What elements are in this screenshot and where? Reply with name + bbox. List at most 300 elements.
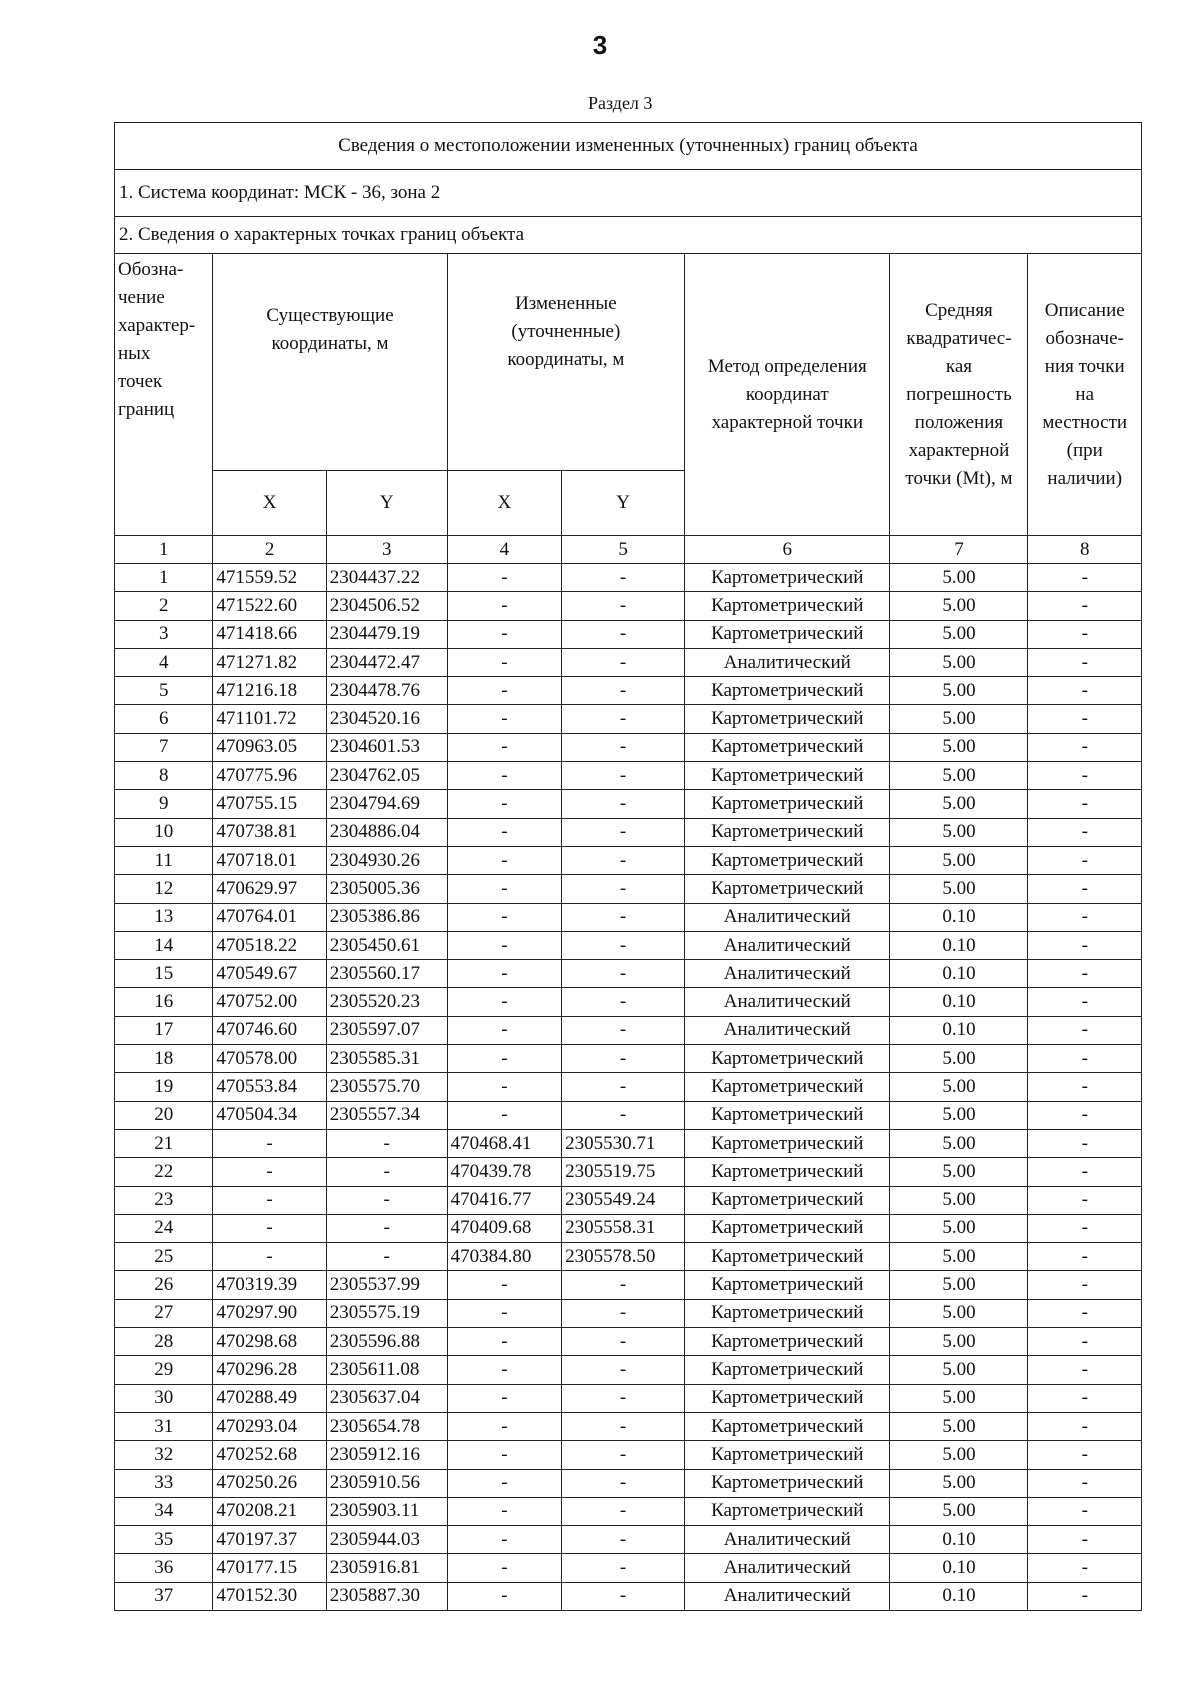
point-number-cell: 12 [115, 875, 213, 903]
method-cell: Картометрический [685, 620, 890, 648]
table-row [115, 1582, 1142, 1610]
point-description-cell: - [1028, 1186, 1142, 1214]
method-cell: Картометрический [685, 1186, 890, 1214]
method-cell: Аналитический [685, 960, 890, 988]
mean-error-cell: 5.00 [890, 1243, 1028, 1271]
point-description-cell: - [1028, 1412, 1142, 1440]
point-description-cell: - [1028, 1101, 1142, 1129]
point-number-cell: 32 [115, 1441, 213, 1469]
existing-y-cell: 2305916.81 [326, 1554, 447, 1582]
method-cell: Аналитический [685, 903, 890, 931]
existing-x-cell: 470578.00 [213, 1045, 326, 1073]
existing-x-cell: 470738.81 [213, 818, 326, 846]
method-cell: Картометрический [685, 1384, 890, 1412]
point-number-cell: 4 [115, 648, 213, 676]
changed-x-cell: 470409.68 [447, 1214, 561, 1242]
existing-y-cell: 2305597.07 [326, 1016, 447, 1044]
existing-y-cell: 2305537.99 [326, 1271, 447, 1299]
point-number-cell: 30 [115, 1384, 213, 1412]
changed-x-cell: 470468.41 [447, 1129, 561, 1157]
changed-x-cell: - [447, 1469, 561, 1497]
existing-y-cell: 2304478.76 [326, 677, 447, 705]
table-row [115, 1129, 1142, 1157]
point-number-cell: 34 [115, 1497, 213, 1525]
table-row [115, 1441, 1142, 1469]
changed-y-cell: - [562, 1016, 685, 1044]
existing-y-cell: 2305654.78 [326, 1412, 447, 1440]
changed-x-cell: - [447, 931, 561, 959]
point-number-cell: 22 [115, 1158, 213, 1186]
changed-y-cell: - [562, 564, 685, 592]
point-number-cell: 17 [115, 1016, 213, 1044]
point-description-cell: - [1028, 818, 1142, 846]
table-row [115, 648, 1142, 676]
changed-y-cell: - [562, 1441, 685, 1469]
method-cell: Аналитический [685, 1582, 890, 1610]
mean-error-cell: 5.00 [890, 1214, 1028, 1242]
point-description-cell: - [1028, 1497, 1142, 1525]
method-cell: Картометрический [685, 1328, 890, 1356]
header-changed-x: X [447, 471, 561, 536]
existing-x-cell: 470775.96 [213, 762, 326, 790]
point-number-cell: 16 [115, 988, 213, 1016]
header-error: Средняя квадратичес- кая погрешность положения характерной точки (Mt), м [890, 254, 1028, 536]
existing-x-cell: 471418.66 [213, 620, 326, 648]
method-cell: Картометрический [685, 1299, 890, 1327]
method-cell: Аналитический [685, 648, 890, 676]
existing-y-cell: - [326, 1243, 447, 1271]
changed-x-cell: - [447, 648, 561, 676]
table-row [115, 592, 1142, 620]
point-description-cell: - [1028, 1129, 1142, 1157]
mean-error-cell: 5.00 [890, 1271, 1028, 1299]
method-cell: Картометрический [685, 1129, 890, 1157]
existing-x-cell: 470293.04 [213, 1412, 326, 1440]
point-number-cell: 28 [115, 1328, 213, 1356]
header-existing-y: Y [326, 471, 447, 536]
existing-y-cell: 2305887.30 [326, 1582, 447, 1610]
changed-x-cell: - [447, 1073, 561, 1101]
changed-y-cell: - [562, 1384, 685, 1412]
table-row [115, 988, 1142, 1016]
point-number-cell: 29 [115, 1356, 213, 1384]
existing-x-cell: 470629.97 [213, 875, 326, 903]
changed-x-cell: - [447, 1299, 561, 1327]
changed-x-cell: - [447, 1271, 561, 1299]
method-cell: Картометрический [685, 1441, 890, 1469]
column-number: 3 [326, 536, 447, 564]
method-cell: Аналитический [685, 988, 890, 1016]
mean-error-cell: 5.00 [890, 1158, 1028, 1186]
existing-x-cell: 471559.52 [213, 564, 326, 592]
table-row [115, 903, 1142, 931]
method-cell: Картометрический [685, 1469, 890, 1497]
changed-x-cell: - [447, 1412, 561, 1440]
existing-y-cell: 2304930.26 [326, 846, 447, 874]
mean-error-cell: 5.00 [890, 846, 1028, 874]
method-cell: Картометрический [685, 564, 890, 592]
table-row [115, 931, 1142, 959]
column-number: 8 [1028, 536, 1142, 564]
point-description-cell: - [1028, 988, 1142, 1016]
point-number-cell: 19 [115, 1073, 213, 1101]
table-row [115, 960, 1142, 988]
point-number-cell: 6 [115, 705, 213, 733]
point-description-cell: - [1028, 1243, 1142, 1271]
mean-error-cell: 5.00 [890, 1328, 1028, 1356]
point-number-cell: 7 [115, 733, 213, 761]
changed-y-cell: - [562, 1101, 685, 1129]
mean-error-cell: 5.00 [890, 1441, 1028, 1469]
method-cell: Картометрический [685, 1271, 890, 1299]
point-description-cell: - [1028, 677, 1142, 705]
page-number: 3 [592, 30, 608, 60]
method-cell: Картометрический [685, 875, 890, 903]
point-description-cell: - [1028, 1299, 1142, 1327]
changed-y-cell: - [562, 648, 685, 676]
changed-y-cell: - [562, 1271, 685, 1299]
changed-x-cell: - [447, 988, 561, 1016]
changed-y-cell: - [562, 762, 685, 790]
existing-y-cell: 2305557.34 [326, 1101, 447, 1129]
column-number: 7 [890, 536, 1028, 564]
boundary-points-table [114, 122, 1142, 1611]
changed-x-cell: - [447, 1101, 561, 1129]
changed-x-cell: - [447, 762, 561, 790]
existing-x-cell: 470504.34 [213, 1101, 326, 1129]
header-changed-coords: Измененные (уточненные) координаты, м [447, 254, 684, 471]
existing-y-cell: 2305637.04 [326, 1384, 447, 1412]
point-description-cell: - [1028, 875, 1142, 903]
existing-x-cell: 471522.60 [213, 592, 326, 620]
method-cell: Картометрический [685, 1073, 890, 1101]
changed-x-cell: - [447, 733, 561, 761]
point-number-cell: 10 [115, 818, 213, 846]
column-numbers-row [115, 536, 1142, 564]
changed-x-cell: - [447, 875, 561, 903]
table-row [115, 1271, 1142, 1299]
changed-y-cell: 2305530.71 [562, 1129, 685, 1157]
point-description-cell: - [1028, 1582, 1142, 1610]
section-label: Раздел 3 [588, 93, 653, 113]
point-number-cell: 24 [115, 1214, 213, 1242]
method-cell: Аналитический [685, 1526, 890, 1554]
existing-x-cell: 470718.01 [213, 846, 326, 874]
table-row [115, 1554, 1142, 1582]
table-row [115, 1045, 1142, 1073]
existing-x-cell: 470252.68 [213, 1441, 326, 1469]
existing-y-cell: 2305944.03 [326, 1526, 447, 1554]
point-number-cell: 15 [115, 960, 213, 988]
existing-x-cell: 470250.26 [213, 1469, 326, 1497]
method-cell: Картометрический [685, 1045, 890, 1073]
point-description-cell: - [1028, 648, 1142, 676]
existing-y-cell: 2304520.16 [326, 705, 447, 733]
table-row [115, 677, 1142, 705]
mean-error-cell: 5.00 [890, 1101, 1028, 1129]
point-description-cell: - [1028, 762, 1142, 790]
changed-y-cell: - [562, 1469, 685, 1497]
existing-y-cell: 2304886.04 [326, 818, 447, 846]
method-cell: Картометрический [685, 1243, 890, 1271]
changed-y-cell: - [562, 1299, 685, 1327]
point-number-cell: 18 [115, 1045, 213, 1073]
point-number-cell: 31 [115, 1412, 213, 1440]
mean-error-cell: 0.10 [890, 1582, 1028, 1610]
mean-error-cell: 5.00 [890, 677, 1028, 705]
point-number-cell: 25 [115, 1243, 213, 1271]
point-number-cell: 33 [115, 1469, 213, 1497]
mean-error-cell: 5.00 [890, 733, 1028, 761]
existing-x-cell: 470177.15 [213, 1554, 326, 1582]
point-description-cell: - [1028, 620, 1142, 648]
method-cell: Картометрический [685, 1214, 890, 1242]
mean-error-cell: 5.00 [890, 564, 1028, 592]
table-row [115, 1073, 1142, 1101]
mean-error-cell: 5.00 [890, 1045, 1028, 1073]
table-row [115, 762, 1142, 790]
changed-y-cell: - [562, 1412, 685, 1440]
table-row [115, 1243, 1142, 1271]
existing-y-cell: 2304794.69 [326, 790, 447, 818]
changed-y-cell: - [562, 1328, 685, 1356]
mean-error-cell: 5.00 [890, 1073, 1028, 1101]
changed-y-cell: - [562, 1582, 685, 1610]
mean-error-cell: 5.00 [890, 818, 1028, 846]
method-cell: Картометрический [685, 846, 890, 874]
points-heading: 2. Сведения о характерных точках границ объекта [115, 217, 1142, 254]
changed-x-cell: - [447, 592, 561, 620]
coordinate-system: 1. Система координат: МСК - 36, зона 2 [115, 170, 1142, 217]
changed-y-cell: - [562, 1497, 685, 1525]
changed-y-cell: - [562, 1356, 685, 1384]
header-description: Описание обозначе- ния точки на местности (при наличии) [1028, 254, 1142, 536]
point-description-cell: - [1028, 1526, 1142, 1554]
method-cell: Картометрический [685, 705, 890, 733]
table-row [115, 733, 1142, 761]
changed-y-cell: - [562, 705, 685, 733]
table-row [115, 790, 1142, 818]
changed-y-cell: - [562, 846, 685, 874]
point-number-cell: 1 [115, 564, 213, 592]
column-number: 1 [115, 536, 213, 564]
existing-y-cell: 2305910.56 [326, 1469, 447, 1497]
table-row [115, 1299, 1142, 1327]
table-row [115, 875, 1142, 903]
existing-y-cell: 2305596.88 [326, 1328, 447, 1356]
point-description-cell: - [1028, 1469, 1142, 1497]
table-row [115, 564, 1142, 592]
method-cell: Картометрический [685, 733, 890, 761]
table-row [115, 1412, 1142, 1440]
table-row [115, 846, 1142, 874]
table-row [115, 705, 1142, 733]
changed-y-cell: 2305519.75 [562, 1158, 685, 1186]
changed-x-cell: - [447, 846, 561, 874]
table-row [115, 1016, 1142, 1044]
header-existing-x: X [213, 471, 326, 536]
existing-y-cell: 2305611.08 [326, 1356, 447, 1384]
existing-y-cell: 2304437.22 [326, 564, 447, 592]
table-row [115, 620, 1142, 648]
method-cell: Картометрический [685, 1101, 890, 1129]
existing-y-cell: 2305575.70 [326, 1073, 447, 1101]
method-cell: Аналитический [685, 1016, 890, 1044]
changed-x-cell: - [447, 1384, 561, 1412]
existing-x-cell: - [213, 1243, 326, 1271]
point-number-cell: 35 [115, 1526, 213, 1554]
changed-x-cell: - [447, 1497, 561, 1525]
existing-y-cell: - [326, 1158, 447, 1186]
point-description-cell: - [1028, 1073, 1142, 1101]
changed-y-cell: - [562, 875, 685, 903]
point-number-cell: 9 [115, 790, 213, 818]
method-cell: Картометрический [685, 818, 890, 846]
existing-y-cell: 2305903.11 [326, 1497, 447, 1525]
changed-y-cell: 2305558.31 [562, 1214, 685, 1242]
changed-x-cell: - [447, 620, 561, 648]
existing-y-cell: 2305450.61 [326, 931, 447, 959]
changed-y-cell: - [562, 1073, 685, 1101]
changed-x-cell: - [447, 1526, 561, 1554]
table-row [115, 1469, 1142, 1497]
mean-error-cell: 0.10 [890, 1554, 1028, 1582]
changed-x-cell: - [447, 960, 561, 988]
method-cell: Аналитический [685, 1554, 890, 1582]
mean-error-cell: 5.00 [890, 1497, 1028, 1525]
changed-x-cell: - [447, 903, 561, 931]
changed-x-cell: - [447, 564, 561, 592]
method-cell: Аналитический [685, 931, 890, 959]
column-number: 2 [213, 536, 326, 564]
existing-x-cell: 471101.72 [213, 705, 326, 733]
existing-x-cell: 470755.15 [213, 790, 326, 818]
existing-y-cell: 2304601.53 [326, 733, 447, 761]
changed-y-cell: - [562, 677, 685, 705]
mean-error-cell: 5.00 [890, 1299, 1028, 1327]
existing-x-cell: 470197.37 [213, 1526, 326, 1554]
table-row [115, 1101, 1142, 1129]
existing-x-cell: 470288.49 [213, 1384, 326, 1412]
changed-x-cell: - [447, 790, 561, 818]
mean-error-cell: 5.00 [890, 1356, 1028, 1384]
point-description-cell: - [1028, 1214, 1142, 1242]
existing-x-cell: 470963.05 [213, 733, 326, 761]
point-description-cell: - [1028, 564, 1142, 592]
header-existing-coords: Существующие координаты, м [213, 254, 447, 471]
existing-y-cell: 2305520.23 [326, 988, 447, 1016]
mean-error-cell: 0.10 [890, 931, 1028, 959]
method-cell: Картометрический [685, 1412, 890, 1440]
point-number-cell: 14 [115, 931, 213, 959]
mean-error-cell: 5.00 [890, 1186, 1028, 1214]
point-number-cell: 8 [115, 762, 213, 790]
changed-x-cell: - [447, 1441, 561, 1469]
existing-y-cell: 2305386.86 [326, 903, 447, 931]
point-number-cell: 27 [115, 1299, 213, 1327]
changed-x-cell: - [447, 1016, 561, 1044]
point-number-cell: 5 [115, 677, 213, 705]
point-description-cell: - [1028, 1158, 1142, 1186]
existing-x-cell: 471216.18 [213, 677, 326, 705]
mean-error-cell: 0.10 [890, 1526, 1028, 1554]
point-description-cell: - [1028, 733, 1142, 761]
existing-y-cell: 2304762.05 [326, 762, 447, 790]
changed-y-cell: - [562, 620, 685, 648]
existing-x-cell: - [213, 1129, 326, 1157]
existing-y-cell: - [326, 1186, 447, 1214]
existing-x-cell: 470298.68 [213, 1328, 326, 1356]
method-cell: Картометрический [685, 1158, 890, 1186]
changed-y-cell: 2305578.50 [562, 1243, 685, 1271]
changed-x-cell: - [447, 818, 561, 846]
point-description-cell: - [1028, 705, 1142, 733]
existing-y-cell: 2305585.31 [326, 1045, 447, 1073]
changed-x-cell: 470439.78 [447, 1158, 561, 1186]
existing-y-cell: 2304479.19 [326, 620, 447, 648]
changed-y-cell: - [562, 733, 685, 761]
table-row [115, 1214, 1142, 1242]
point-number-cell: 37 [115, 1582, 213, 1610]
existing-y-cell: 2305912.16 [326, 1441, 447, 1469]
point-number-cell: 2 [115, 592, 213, 620]
mean-error-cell: 5.00 [890, 1412, 1028, 1440]
changed-x-cell: 470416.77 [447, 1186, 561, 1214]
existing-y-cell: 2305575.19 [326, 1299, 447, 1327]
changed-y-cell: - [562, 1045, 685, 1073]
changed-y-cell: - [562, 960, 685, 988]
method-cell: Картометрический [685, 1497, 890, 1525]
point-description-cell: - [1028, 1384, 1142, 1412]
existing-y-cell: 2304506.52 [326, 592, 447, 620]
changed-x-cell: - [447, 1328, 561, 1356]
point-number-cell: 26 [115, 1271, 213, 1299]
mean-error-cell: 5.00 [890, 620, 1028, 648]
mean-error-cell: 5.00 [890, 875, 1028, 903]
mean-error-cell: 0.10 [890, 903, 1028, 931]
table-row [115, 1356, 1142, 1384]
point-description-cell: - [1028, 592, 1142, 620]
point-description-cell: - [1028, 790, 1142, 818]
table-title: Сведения о местоположении измененных (уточненных) границ объекта [115, 123, 1142, 170]
point-number-cell: 11 [115, 846, 213, 874]
changed-y-cell: - [562, 1526, 685, 1554]
existing-y-cell: 2305560.17 [326, 960, 447, 988]
table-row [115, 1526, 1142, 1554]
point-number-cell: 20 [115, 1101, 213, 1129]
method-cell: Картометрический [685, 762, 890, 790]
table-row [115, 1497, 1142, 1525]
mean-error-cell: 5.00 [890, 705, 1028, 733]
method-cell: Картометрический [685, 592, 890, 620]
point-description-cell: - [1028, 903, 1142, 931]
existing-y-cell: 2305005.36 [326, 875, 447, 903]
existing-x-cell: 470518.22 [213, 931, 326, 959]
changed-x-cell: - [447, 1582, 561, 1610]
changed-x-cell: - [447, 1356, 561, 1384]
mean-error-cell: 5.00 [890, 1469, 1028, 1497]
changed-x-cell: - [447, 677, 561, 705]
mean-error-cell: 0.10 [890, 1016, 1028, 1044]
point-description-cell: - [1028, 1441, 1142, 1469]
header-method: Метод определения координат характерной точки [685, 254, 890, 536]
changed-y-cell: - [562, 592, 685, 620]
point-number-cell: 23 [115, 1186, 213, 1214]
changed-y-cell: - [562, 931, 685, 959]
table-row [115, 1158, 1142, 1186]
existing-x-cell: 470746.60 [213, 1016, 326, 1044]
existing-x-cell: 470208.21 [213, 1497, 326, 1525]
